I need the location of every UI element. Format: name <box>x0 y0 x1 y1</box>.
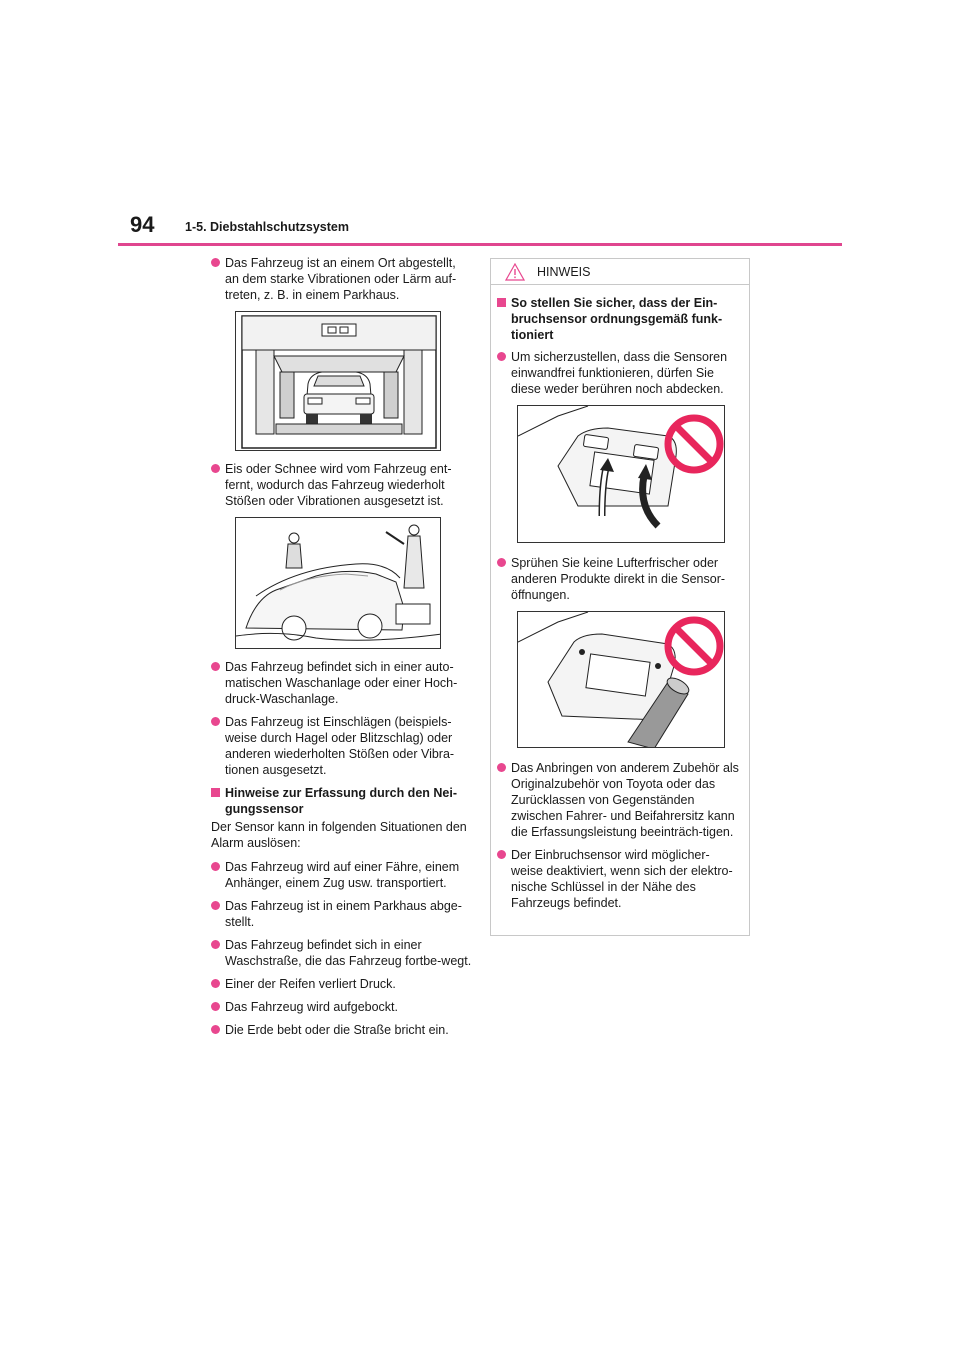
sensor-touch-illustration <box>517 405 725 543</box>
bullet-text: Der Einbruchsensor wird möglicher-weise deaktiviert, wenn sich der elektro-nische Schlüssel in der Nähe des Fahrzeugs befindet. <box>511 848 733 910</box>
heading-square-icon <box>497 298 506 307</box>
bullet-text: Das Fahrzeug wird aufgebockt. <box>225 1000 399 1014</box>
bullet-item <box>211 859 473 891</box>
bullet-icon <box>211 1025 220 1034</box>
bullet-text: Das Fahrzeug ist Einschlägen (beispiels-weise durch Hagel oder Blitzschlag) oder anderen wiederholten Stößen oder Vibra-tionen ausgesetzt. <box>225 715 455 777</box>
bullet-icon <box>497 558 506 567</box>
intro-paragraph: Der Sensor kann in folgenden Situationen den Alarm auslösen: <box>211 820 467 850</box>
header-rule <box>118 243 842 246</box>
bullet-item <box>211 659 473 707</box>
bullet-item <box>211 999 473 1015</box>
bullet-text: Um sicherzustellen, dass die Sensoren einwandfrei funktionieren, dürfen Sie diese weder berühren noch abdecken. <box>511 350 728 396</box>
notice-heading <box>497 295 741 343</box>
spray-prohibition-illustration <box>517 611 725 748</box>
car-wash-illustration <box>235 311 441 451</box>
notice-title: HINWEIS <box>537 264 591 279</box>
bullet-item <box>211 461 473 509</box>
section-title: 1-5. Diebstahlschutzsystem <box>185 220 349 234</box>
warning-triangle-icon <box>505 263 525 281</box>
snow-removal-illustration <box>235 517 441 649</box>
subsection-heading <box>211 785 473 817</box>
bullet-icon <box>211 862 220 871</box>
bullet-item <box>211 937 473 969</box>
notice-body <box>491 285 749 911</box>
bullet-item <box>211 1022 473 1038</box>
bullet-text: Das Fahrzeug wird auf einer Fähre, einem Anhänger, einem Zug usw. transportiert. <box>225 860 460 890</box>
left-column <box>211 255 473 1045</box>
bullet-item <box>211 255 473 303</box>
bullet-text: Einer der Reifen verliert Druck. <box>225 977 396 991</box>
bullet-item <box>497 760 741 840</box>
bullet-icon <box>211 717 220 726</box>
bullet-icon <box>211 1002 220 1011</box>
bullet-item <box>211 714 473 778</box>
notice-header <box>491 259 749 285</box>
bullet-icon <box>497 352 506 361</box>
bullet-text: Das Fahrzeug befindet sich in einer auto-matischen Waschanlage oder einer Hoch-druck-Waschanlage. <box>225 660 458 706</box>
bullet-icon <box>211 662 220 671</box>
bullet-icon <box>211 464 220 473</box>
bullet-item <box>497 349 741 397</box>
bullet-item <box>497 555 741 603</box>
heading-text: So stellen Sie sicher, dass der Ein-bruchsensor ordnungsgemäß funk-tioniert <box>511 296 723 342</box>
bullet-icon <box>211 979 220 988</box>
heading-text: Hinweise zur Erfassung durch den Nei-gungssensor <box>225 786 457 816</box>
heading-square-icon <box>211 788 220 797</box>
bullet-icon <box>211 258 220 267</box>
notice-box <box>490 258 750 936</box>
bullet-text: Das Anbringen von anderem Zubehör als Originalzubehör von Toyota oder das Zurücklassen von Gegenständen zwischen Fahrer- und Beifahrersitz kann die Erfassungsleistung beeinträch-tigen. <box>511 761 739 839</box>
bullet-icon <box>211 901 220 910</box>
bullet-item <box>211 898 473 930</box>
bullet-text: Eis oder Schnee wird vom Fahrzeug ent-fernt, wodurch das Fahrzeug wiederholt Stößen oder Vibrationen ausgesetzt ist. <box>225 462 452 508</box>
bullet-icon <box>497 763 506 772</box>
bullet-text: Das Fahrzeug ist in einem Parkhaus abge-stellt. <box>225 899 462 929</box>
bullet-text: Sprühen Sie keine Lufterfrischer oder anderen Produkte direkt in die Sensor-öffnungen. <box>511 556 726 602</box>
bullet-text: Das Fahrzeug ist an einem Ort abgestellt, an dem starke Vibrationen oder Lärm auf-treten, z. B. in einem Parkhaus. <box>225 256 457 302</box>
bullet-text: Das Fahrzeug befindet sich in einer Waschstraße, die das Fahrzeug fortbe-wegt. <box>225 938 472 968</box>
bullet-text: Die Erde bebt oder die Straße bricht ein. <box>225 1023 449 1037</box>
bullet-item <box>497 847 741 911</box>
page-number: 94 <box>130 212 155 237</box>
bullet-icon <box>211 940 220 949</box>
bullet-item <box>211 976 473 992</box>
bullet-icon <box>497 850 506 859</box>
